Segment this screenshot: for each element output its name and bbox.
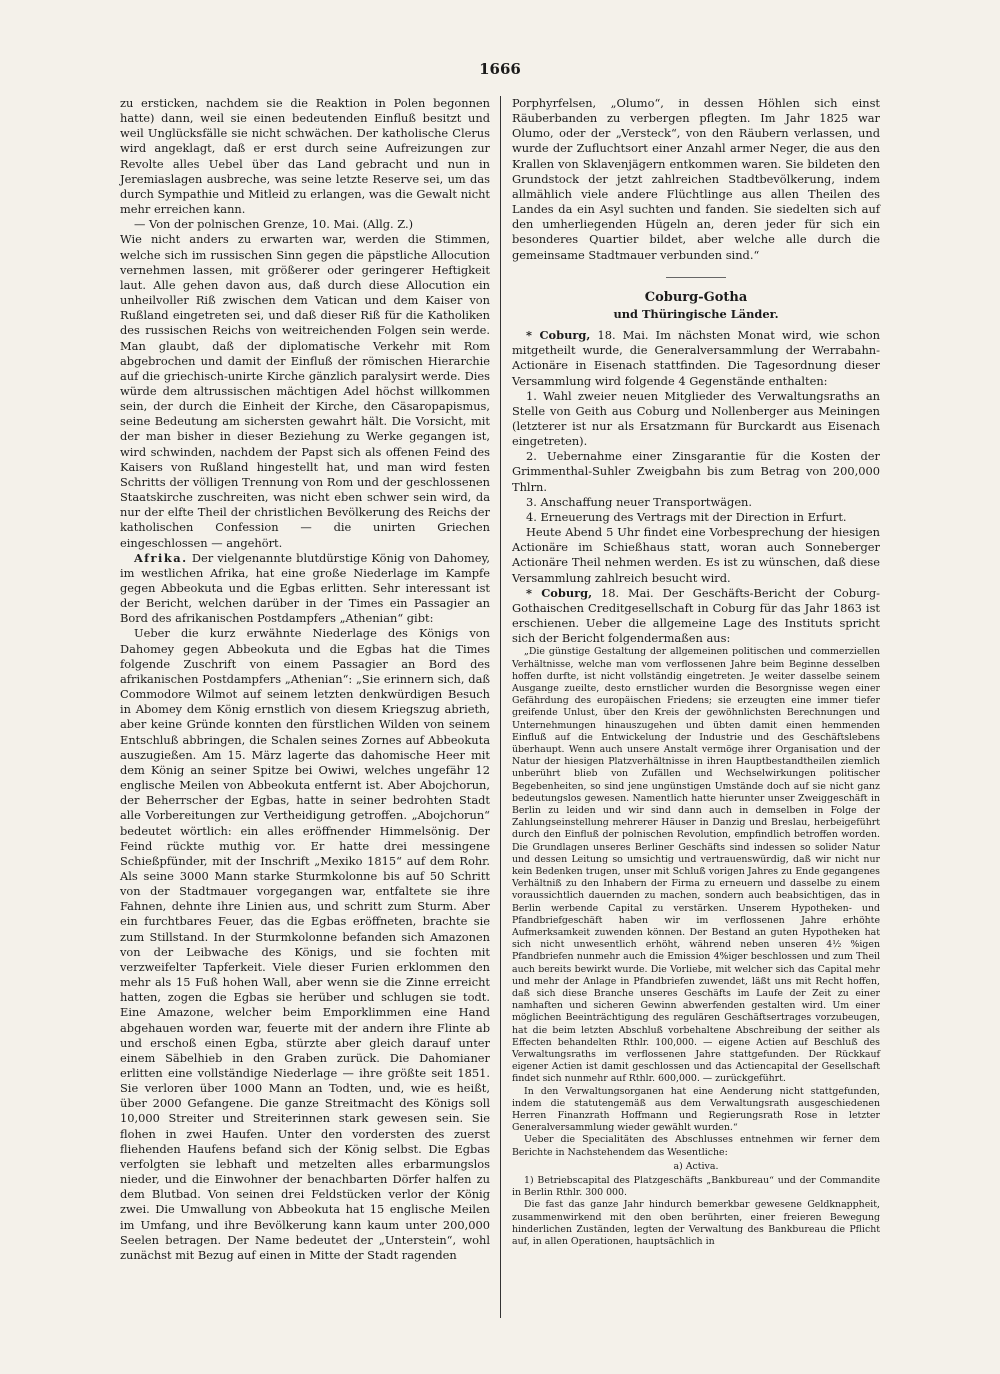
subsection-label: a) Activa.	[673, 1160, 719, 1172]
column-divider	[500, 96, 501, 1318]
paragraph	[512, 328, 880, 389]
paragraph	[512, 586, 880, 647]
paragraph: 1) Betriebscapital des Platzgeschäfts „Bankbureau“ und der Commandite in Berlin Rthlr. 300 000.	[512, 1175, 880, 1199]
paragraph: Wie nicht anders zu erwarten war, werden die Stimmen, welche sich im russischen Sinn gegen die päpstliche Allocution vernehmen lassen, mit größerer oder geringerer Heftigkeit laut. Alle gehen davon aus, daß durch diese Allocution ein unheilvoller Riß zwischen dem Vatican und dem Kaiser von Rußland eingetreten sei, und daß dieser Riß für die Katholiken des russischen Reichs von weitreichenden Folgen sein werde. Man glaubt, daß der diplomatische Verkehr mit Rom abgebrochen und damit der Einfluß der römischen Hierarchie auf die griechisch-unirte Kirche gänzlich paralysirt werde. Dies würde dem altrussischen mächtigen Adel höchst willkommen sein, der durch die Einheit der Kirche, den Cäsaropapismus, seine Bedeutung am sichersten gewahrt hält. Die Vorsicht, mit der man bisher in dieser Beziehung zu Werke gegangen ist, wird schwinden, nachdem der Papst sich als offenen Feind des Kaisers von Rußland hingestellt hat, und man wird festen Schritts der völligen Trennung von Rom und der geschlossenen Staatskirche zuschreiten, was nicht eben schwer sein wird, da nur der elfte Theil der christlichen Bevölkerung des Reichs der katholischen Confession — die unirten Griechen eingeschlossen — angehört.	[120, 232, 490, 550]
paragraph: Porphyrfelsen, „Olumo“, in dessen Höhlen sich einst Räuberbanden zu verbergen pflegten. Im Jahr 1825 war Olumo, oder der „Versteck“, von den Räubern verlassen, und wurde der Zufluchtsort einer Anzahl armer Neger, die aus den Krallen von Sklavenjägern entkommen waren. Sie bildeten den Grundstock der jetzt zahlreichen Stadtbevölkerung, indem allmählich viele andere Flüchtlinge aus allen Theilen des Landes da ein Asyl suchten und fanden. Sie siedelten sich auf den umherliegenden Hügeln an, deren jeder für sich ein besonderes Quartier bildet, aber welche alle durch die gemeinsame Stadtmauer verbunden sind.“	[512, 96, 880, 262]
paragraph-text: 18. Mai. Im nächsten Monat wird, wie schon mitgetheilt wurde, die Generalversammlung der Werrabahn-Actionäre in Eisenach stattfinden. Die Tagesordnung dieser Versammlung wird folgende 4 Gegenstände enthalten:	[512, 328, 880, 388]
paragraph-text: 18. Mai. Der Geschäfts-Bericht der Coburg-Gothaischen Creditgesellschaft in Coburg für das Jahr 1863 ist erschienen. Ueber die allgemeine Lage des Instituts spricht sich der Bericht folgendermaßen aus:	[512, 585, 881, 646]
paragraph-text: Der vielgenannte blutdürstige König von Dahomey, im westlichen Afrika, hat eine große Niederlage im Kampfe gegen Abbeokuta und die Egbas erlitten. Sehr interessant ist der Bericht, welchen darüber in der Times ein Passagier an Bord des afrikanischen Postdampfers „Athenian“ gibt:	[120, 550, 490, 626]
paragraph: In den Verwaltungsorganen hat eine Aenderung nicht stattgefunden, indem die statutengemäß aus dem Verwaltungsrath ausgeschiedenen Herren Finanzrath Hoffmann und Regierungsrath Rose in letzter Generalversammlung wieder gewählt wurden.“	[512, 1085, 880, 1134]
right-column	[512, 96, 880, 1248]
paragraph: Ueber die kurz erwähnte Niederlage des Königs von Dahomey gegen Abbeokuta und die Egbas hat die Times folgende Zuschrift von einem Passagier an Bord des afrikanischen Postdampfers „Athenian“: „Sie erinnern sich, daß Commodore Wilmot auf seinem letzten denkwürdigen Besuch in Abomey dem König ernstlich von diesem Kriegszug abrieth, aber keine Gründe konnten den fürstlichen Wilden von seinem Entschluß abbringen, die Schalen seines Zornes auf Abbeokuta auszugießen. Am 15. März lagerte das dahomische Heer mit dem König an seiner Spitze bei Owiwi, welches ungefähr 12 englische Meilen von Abbeokuta entfernt ist. Aber Abojchorun, der Beherrscher der Egbas, hatte in seiner bedrohten Stadt alle Vorbereitungen zur Vertheidigung getroffen. „Abojchorun“ bedeutet wörtlich: ein alles eröffnender Himmelsönig. Der Feind rückte muthig vor. Er hatte drei messingene Schießpfünder, mit der Inschrift „Mexiko 1815“ auf dem Rohr. Als seine 3000 Mann starke Sturmkolonne bis auf 50 Schritt von der Stadtmauer vorgegangen war, entfaltete sie ihre Fahnen, dehnte ihre Linien aus, und schritt zum Sturm. Aber ein furchtbares Feuer, das die Egbas eröffneten, brachte sie zum Stillstand. In der Sturmkolonne befanden sich Amazonen von der Leibwache des Königs, und sie fochten mit verzweifelter Tapferkeit. Viele dieser Furien erklommen den mehr als 15 Fuß hohen Wall, aber wenn sie die Zinne erreicht hatten, zogen die Egbas sie herüber und schlugen sie todt. Eine Amazone, welcher beim Emporklimmen eine Hand abgehauen worden war, feuerte mit der andern ihre Flinte ab und erschoß einen Egba, stürzte aber gleich darauf unter einem Säbelhieb in den Graben zurück. Die Dahomianer erlitten eine vollständige Niederlage — ihre größte seit 1851. Sie verloren über 1000 Mann an Todten, und, wie es heißt, über 2000 Gefangene. Die ganze Streitmacht des Königs soll 10,000 Streiter und Streiterinnen stark gewesen sein. Sie flohen in zwei Haufen. Unter den vordersten des zuerst fliehenden Haufens befand sich der König selbst. Die Egbas verfolgten sie lebhaft und metzelten alles erbarmungslos nieder, und die Einwohner der benachbarten Dörfer halfen zu dem Blutbad. Von seinen drei Feldstücken verlor der König zwei. Die Umwallung von Abbeokuta hat 15 englische Meilen im Umfang, und ihre Bevölkerung kann kaum unter 200,000 Seelen betragen. Der Name bedeutet der „Unterstein“, wohl zunächst mit Bezug auf einen in Mitte der Stadt ragenden	[120, 626, 490, 1262]
quoted-report	[512, 646, 880, 1248]
section-heading: Coburg-Gotha	[644, 289, 748, 305]
list-item: 1. Wahl zweier neuen Mitglieder des Verwaltungsraths an Stelle von Geith aus Coburg und Nollenberger aus Meiningen (letzterer ist nur als Ersatzmann für Burckardt aus Eisenach eingetreten).	[512, 388, 880, 449]
lead-word: Afrika.	[134, 550, 188, 565]
page-number: 1666	[479, 60, 521, 78]
paragraph: Die fast das ganze Jahr hindurch bemerkbar gewesene Geldknappheit, zusammenwirkend mit den oben berührten, einer freieren Bewegung hinderlichen Zuständen, legten der Verwaltung des Bankbureau die Pflicht auf, in allen Operationen, hauptsächlich in	[512, 1199, 880, 1248]
dateline: — Von der polnischen Grenze, 10. Mai. (Allg. Z.)	[134, 217, 414, 232]
lead-word: * Coburg,	[526, 585, 593, 600]
section-subheading: und Thüringische Länder.	[613, 306, 779, 321]
list-item: 4. Erneuerung des Vertrags mit der Direction in Erfurt.	[526, 509, 847, 524]
paragraph	[120, 551, 490, 627]
separator-rule	[666, 277, 726, 278]
paragraph: zu ersticken, nachdem sie die Reaktion in Polen begonnen hatte) dann, weil sie einen bedeutenden Einfluß besitzt und weil Unglücksfälle sie nicht schwächen. Der katholische Clerus wird angeklagt, daß er erst durch seine Aufreizungen zur Revolte alles Uebel über das Land gebracht und nun in Jeremiaslagen ausbreche, was seine letzte Reserve sei, um das durch Sympathie und Mitleid zu erlangen, was die Gewalt nicht mehr erreichen kann.	[120, 96, 490, 217]
paragraph: „Die günstige Gestaltung der allgemeinen politischen und commerziellen Verhältnisse, welche man vom verflossenen Jahre beim Beginne desselben hoffen durfte, ist nicht vollständig eingetreten. Je weiter dasselbe seinem Ausgange zueilte, desto ernstlicher wurden die Besorgnisse wegen einer Gefährdung des europäischen Friedens; sie erzeugten eine immer tiefer greifende Unlust, über den Kreis der gewöhnlichsten Berechnungen und Unternehmungen hinauszugehen und übten damit einen hemmenden Einfluß auf die Entwickelung der Industrie und des Geschäftslebens überhaupt. Wenn auch unsere Anstalt vermöge ihrer Organisation und der Natur der hiesigen Platzverhältnisse in ihren Hauptbestandtheilen ziemlich unberührt blieb von Zufällen und Wechselwirkungen politischer Begebenheiten, so sind jene ungünstigen Umstände doch auf sie nicht ganz bedeutungslos gewesen. Namentlich hatte hierunter unser Zweiggeschäft in Berlin zu leiden und wir sind dann auch in demselben in Folge der Zahlungseinstellung mehrerer Häuser in Danzig und Breslau, herbeigeführt durch den Einfluß der polnischen Revolution, empfindlich betroffen worden. Die Grundlagen unseres Berliner Geschäfts sind indessen so solider Natur und dessen Leitung so umsichtig und vertrauenswürdig, daß wir nicht nur kein Bedenken trugen, unser mit Schluß vorigen Jahres zu Ende gegangenes Verhältniß zu den Inhabern der Firma zu erneuern und dasselbe zu einem voraussichtlich dauernden zu machen, sondern auch beabsichtigen, das in Berlin werbende Capital zu verstärken. Unserem Hypotheken- und Pfandbriefgeschäft haben wir im verflossenen Jahre erhöhte Aufmerksamkeit zuwenden können. Der Bestand an guten Hypotheken hat sich nicht unwesentlich erhöht, während neben unseren 4½ %igen Pfandbriefen nunmehr auch die Emission 4%iger beschlossen und zum Theil auch bereits bewirkt wurde. Die Vorliebe, mit welcher sich das Capital mehr und mehr der Anlage in Pfandbriefen zuwendet, läßt uns mit Recht hoffen, daß sich diese Branche unseres Geschäfts im Laufe der Zeit zu einer namhaften und sicheren Gewinn abwerfenden gestalten wird. Um einer möglichen Beeinträchtigung des regulären Geschäftsertrages vorzubeugen, hat die beim letzten Abschluß vorbehaltene Abschreibung der seither als Effecten behandelten Rthlr. 100,000. — eigene Actien auf Beschluß des Verwaltungsraths im verflossenen Jahre stattgefunden. Der Rückkauf eigener Actien ist damit geschlossen und das Actiencapital der Gesellschaft findet sich nunmehr auf Rthlr. 600,000. — zurückgeführt.	[512, 646, 880, 1085]
list-item: 3. Anschaffung neuer Transportwägen.	[526, 494, 753, 509]
lead-word: * Coburg,	[526, 328, 591, 343]
left-column	[120, 96, 490, 1263]
paragraph: Heute Abend 5 Uhr findet eine Vorbesprechung der hiesigen Actionäre im Schießhaus statt, woran auch Sonneberger Actionäre Theil nehmen werden. Es ist zu wünschen, daß diese Versammlung zahlreich besucht wird.	[512, 525, 880, 585]
paragraph: Ueber die Specialitäten des Abschlusses entnehmen wir ferner dem Berichte in Nachstehendem das Wesentliche:	[512, 1134, 880, 1158]
list-item: 2. Uebernahme einer Zinsgarantie für die Kosten der Grimmenthal-Suhler Zweigbahn bis zum Betrag von 200,000 Thlrn.	[512, 449, 880, 494]
